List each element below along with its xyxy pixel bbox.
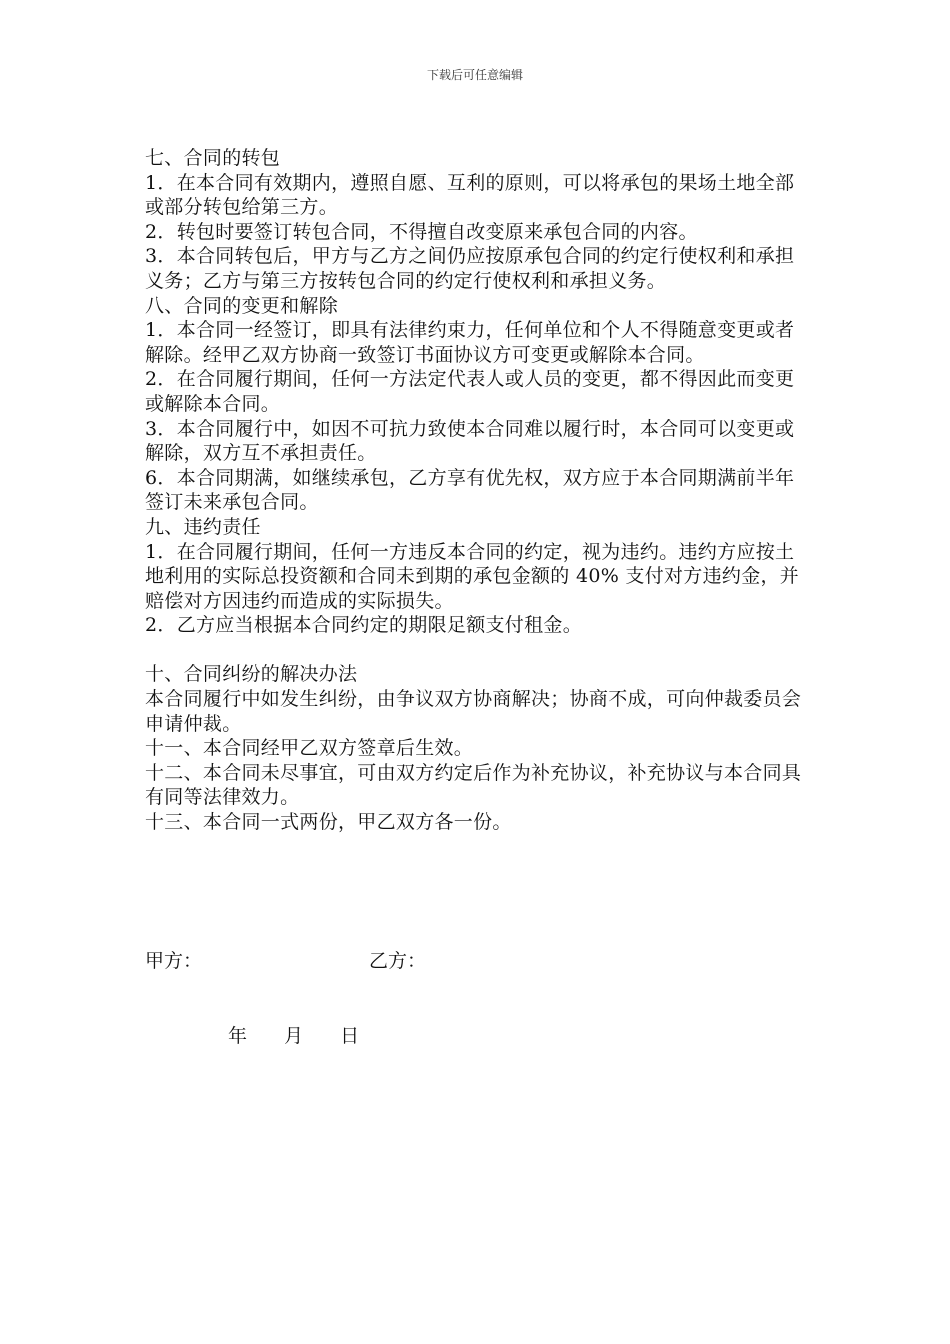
clause: 十二、本合同未尽事宜，可由双方约定后作为补充协议，补充协议与本合同具有同等法律效力。 [145,761,802,809]
date-line [228,1021,359,1048]
date-day-label: 日 [340,1025,360,1047]
clause: 1．在合同履行期间，任何一方违反本合同的约定，视为违约。违约方应按土地利用的实际总投资额和合同未到期的承包金额的 40% 支付对方违约金，并赔偿对方因违约而造成的实际损失。 [145,540,800,612]
clause: 3．本合同履行中，如因不可抗力致使本合同难以履行时，本合同可以变更或解除，双方互不承担责任。 [145,417,795,465]
clause: 十一、本合同经甲乙双方签章后生效。 [145,737,474,760]
section-heading: 八、合同的变更和解除 [145,294,339,317]
date-month-label: 月 [284,1025,304,1047]
section-heading: 九、违约责任 [145,515,261,538]
clause: 1．本合同一经签订，即具有法律约束力，任何单位和个人不得随意变更或者解除。经甲乙双方协商一致签订书面协议方可变更或解除本合同。 [145,319,795,366]
clause: 本合同履行中如发生纠纷，由争议双方协商解决；协商不成，可向仲裁委员会申请仲裁。 [145,688,802,735]
party-b-label: 乙方： [369,950,427,972]
blank-line [145,638,810,663]
contract-body [145,146,810,835]
clause: 3．本合同转包后，甲方与乙方之间仍应按原承包合同的约定行使权利和承担义务；乙方与第三方按转包合同的约定行使权利和承担义务。 [145,245,795,292]
clause: 2．乙方应当根据本合同约定的期限足额支付租金。 [145,614,582,637]
clause: 6．本合同期满，如继续承包，乙方享有优先权，双方应于本合同期满前半年签订未来承包合同。 [145,466,795,514]
clause: 十三、本合同一式两份，甲乙双方各一份。 [145,811,512,834]
date-year-label: 年 [228,1025,248,1047]
clause: 1．在本合同有效期内，遵照自愿、互利的原则，可以将承包的果场土地全部或部分转包给第三方。 [145,171,795,219]
section-heading: 七、合同的转包 [145,147,281,169]
section-heading: 十、合同纠纷的解决办法 [145,663,358,686]
party-a-label: 甲方： [145,950,203,972]
clause: 2．在合同履行期间，任何一方法定代表人或人员的变更，都不得因此而变更或解除本合同。 [145,368,795,415]
clause: 2．转包时要签订转包合同，不得擅自改变原来承包合同的内容。 [145,220,698,243]
header-note: 下载后可任意编辑 [426,68,523,82]
